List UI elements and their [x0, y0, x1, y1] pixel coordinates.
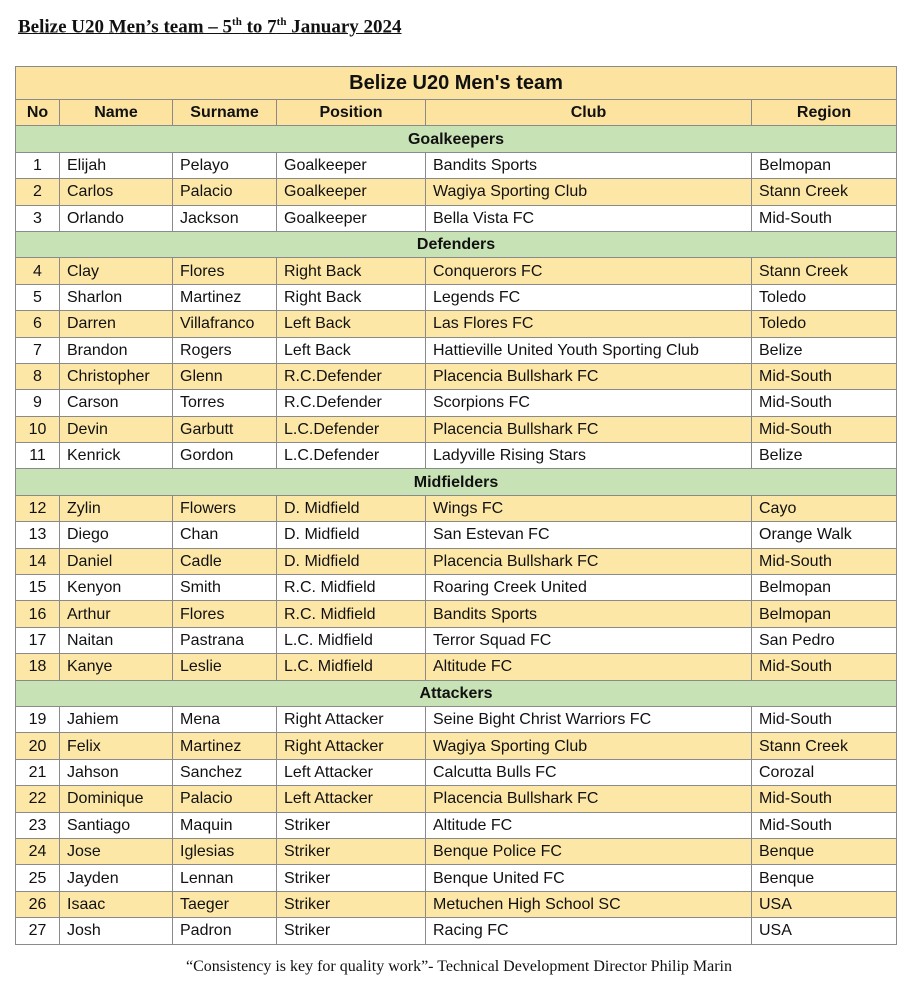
- cell-surname: Gordon: [173, 443, 277, 469]
- cell-club: Roaring Creek United: [426, 575, 752, 601]
- cell-club: Wagiya Sporting Club: [426, 733, 752, 759]
- cell-name: Naitan: [60, 627, 173, 653]
- cell-no: 4: [16, 258, 60, 284]
- player-row: [16, 522, 897, 548]
- player-row: [16, 654, 897, 680]
- cell-no: 18: [16, 654, 60, 680]
- cell-surname: Torres: [173, 390, 277, 416]
- cell-position: Left Back: [277, 337, 426, 363]
- cell-club: Metuchen High School SC: [426, 891, 752, 917]
- cell-surname: Palacio: [173, 179, 277, 205]
- cell-position: Striker: [277, 812, 426, 838]
- cell-club: Wagiya Sporting Club: [426, 179, 752, 205]
- player-row: [16, 390, 897, 416]
- cell-position: R.C. Midfield: [277, 601, 426, 627]
- cell-position: Striker: [277, 838, 426, 864]
- cell-no: 19: [16, 706, 60, 732]
- cell-position: D. Midfield: [277, 495, 426, 521]
- cell-club: Benque Police FC: [426, 838, 752, 864]
- cell-name: Santiago: [60, 812, 173, 838]
- cell-region: Corozal: [752, 759, 897, 785]
- cell-region: Mid-South: [752, 363, 897, 389]
- cell-club: Placencia Bullshark FC: [426, 363, 752, 389]
- cell-name: Jahiem: [60, 706, 173, 732]
- column-header-region: Region: [752, 100, 897, 126]
- cell-position: R.C.Defender: [277, 390, 426, 416]
- cell-region: Mid-South: [752, 654, 897, 680]
- cell-surname: Smith: [173, 575, 277, 601]
- cell-club: Wings FC: [426, 495, 752, 521]
- cell-no: 7: [16, 337, 60, 363]
- cell-club: Altitude FC: [426, 654, 752, 680]
- cell-surname: Lennan: [173, 865, 277, 891]
- cell-region: Benque: [752, 838, 897, 864]
- player-row: [16, 575, 897, 601]
- cell-region: Mid-South: [752, 205, 897, 231]
- cell-region: Belmopan: [752, 152, 897, 178]
- cell-club: Placencia Bullshark FC: [426, 416, 752, 442]
- cell-region: San Pedro: [752, 627, 897, 653]
- cell-no: 2: [16, 179, 60, 205]
- cell-position: Right Back: [277, 284, 426, 310]
- cell-name: Diego: [60, 522, 173, 548]
- cell-name: Jahson: [60, 759, 173, 785]
- cell-club: Bandits Sports: [426, 601, 752, 627]
- cell-no: 13: [16, 522, 60, 548]
- cell-club: Legends FC: [426, 284, 752, 310]
- column-header-club: Club: [426, 100, 752, 126]
- cell-name: Kenrick: [60, 443, 173, 469]
- cell-name: Zylin: [60, 495, 173, 521]
- player-row: [16, 891, 897, 917]
- cell-position: L.C. Midfield: [277, 654, 426, 680]
- cell-no: 11: [16, 443, 60, 469]
- cell-position: Striker: [277, 891, 426, 917]
- cell-club: Racing FC: [426, 918, 752, 944]
- cell-position: L.C.Defender: [277, 443, 426, 469]
- heading-text-1: Belize U20 Men’s team – 5: [18, 16, 233, 38]
- player-row: [16, 759, 897, 785]
- cell-region: Toledo: [752, 311, 897, 337]
- cell-name: Daniel: [60, 548, 173, 574]
- cell-no: 27: [16, 918, 60, 944]
- player-row: [16, 918, 897, 944]
- cell-region: USA: [752, 891, 897, 917]
- cell-surname: Garbutt: [173, 416, 277, 442]
- cell-name: Carson: [60, 390, 173, 416]
- cell-club: Bandits Sports: [426, 152, 752, 178]
- cell-club: Bella Vista FC: [426, 205, 752, 231]
- cell-surname: Flowers: [173, 495, 277, 521]
- player-row: [16, 706, 897, 732]
- cell-no: 16: [16, 601, 60, 627]
- column-header-position: Position: [277, 100, 426, 126]
- cell-position: L.C. Midfield: [277, 627, 426, 653]
- player-row: [16, 733, 897, 759]
- cell-name: Josh: [60, 918, 173, 944]
- cell-region: Stann Creek: [752, 258, 897, 284]
- cell-region: Stann Creek: [752, 179, 897, 205]
- cell-surname: Jackson: [173, 205, 277, 231]
- section-header-row: [16, 469, 897, 495]
- cell-region: Belize: [752, 443, 897, 469]
- cell-surname: Maquin: [173, 812, 277, 838]
- cell-club: Seine Bight Christ Warriors FC: [426, 706, 752, 732]
- column-header-surname: Surname: [173, 100, 277, 126]
- cell-club: Terror Squad FC: [426, 627, 752, 653]
- team-roster-table: [15, 66, 897, 945]
- cell-position: D. Midfield: [277, 522, 426, 548]
- cell-name: Jayden: [60, 865, 173, 891]
- section-label: Defenders: [16, 231, 897, 257]
- section-header-row: [16, 126, 897, 152]
- cell-region: Mid-South: [752, 548, 897, 574]
- cell-surname: Martinez: [173, 733, 277, 759]
- cell-no: 5: [16, 284, 60, 310]
- cell-region: Belmopan: [752, 601, 897, 627]
- cell-name: Sharlon: [60, 284, 173, 310]
- cell-name: Carlos: [60, 179, 173, 205]
- cell-no: 22: [16, 786, 60, 812]
- cell-club: Scorpions FC: [426, 390, 752, 416]
- player-row: [16, 601, 897, 627]
- cell-no: 12: [16, 495, 60, 521]
- player-row: [16, 812, 897, 838]
- cell-no: 9: [16, 390, 60, 416]
- cell-region: USA: [752, 918, 897, 944]
- column-header-row: [16, 100, 897, 126]
- cell-position: Right Attacker: [277, 706, 426, 732]
- document-heading: [18, 16, 402, 38]
- cell-surname: Villafranco: [173, 311, 277, 337]
- cell-no: 21: [16, 759, 60, 785]
- cell-position: Right Back: [277, 258, 426, 284]
- cell-club: San Estevan FC: [426, 522, 752, 548]
- heading-sup-1: th: [232, 16, 242, 28]
- cell-no: 1: [16, 152, 60, 178]
- cell-position: Goalkeeper: [277, 205, 426, 231]
- cell-no: 20: [16, 733, 60, 759]
- cell-region: Mid-South: [752, 390, 897, 416]
- player-row: [16, 627, 897, 653]
- cell-surname: Chan: [173, 522, 277, 548]
- cell-surname: Cadle: [173, 548, 277, 574]
- player-row: [16, 152, 897, 178]
- cell-club: Conquerors FC: [426, 258, 752, 284]
- player-row: [16, 416, 897, 442]
- cell-surname: Padron: [173, 918, 277, 944]
- cell-club: Placencia Bullshark FC: [426, 548, 752, 574]
- cell-position: Goalkeeper: [277, 152, 426, 178]
- cell-club: Altitude FC: [426, 812, 752, 838]
- cell-no: 6: [16, 311, 60, 337]
- cell-position: R.C. Midfield: [277, 575, 426, 601]
- column-header-name: Name: [60, 100, 173, 126]
- cell-no: 24: [16, 838, 60, 864]
- cell-region: Mid-South: [752, 416, 897, 442]
- cell-position: D. Midfield: [277, 548, 426, 574]
- cell-position: Goalkeeper: [277, 179, 426, 205]
- cell-surname: Leslie: [173, 654, 277, 680]
- cell-surname: Flores: [173, 258, 277, 284]
- cell-surname: Palacio: [173, 786, 277, 812]
- director-quote: “Consistency is key for quality work”- Technical Development Director Philip Marin: [186, 958, 732, 975]
- cell-surname: Mena: [173, 706, 277, 732]
- player-row: [16, 258, 897, 284]
- cell-position: Left Attacker: [277, 786, 426, 812]
- table-title-row: [16, 67, 897, 100]
- cell-no: 8: [16, 363, 60, 389]
- cell-name: Christopher: [60, 363, 173, 389]
- cell-name: Arthur: [60, 601, 173, 627]
- cell-surname: Iglesias: [173, 838, 277, 864]
- cell-name: Felix: [60, 733, 173, 759]
- cell-region: Stann Creek: [752, 733, 897, 759]
- player-row: [16, 337, 897, 363]
- cell-position: Left Back: [277, 311, 426, 337]
- cell-surname: Flores: [173, 601, 277, 627]
- cell-club: Ladyville Rising Stars: [426, 443, 752, 469]
- cell-name: Dominique: [60, 786, 173, 812]
- cell-club: Placencia Bullshark FC: [426, 786, 752, 812]
- cell-no: 17: [16, 627, 60, 653]
- cell-region: Mid-South: [752, 786, 897, 812]
- player-row: [16, 495, 897, 521]
- cell-surname: Rogers: [173, 337, 277, 363]
- section-label: Midfielders: [16, 469, 897, 495]
- heading-sup-2: th: [276, 16, 287, 28]
- cell-name: Clay: [60, 258, 173, 284]
- cell-surname: Taeger: [173, 891, 277, 917]
- table-title: Belize U20 Men's team: [16, 67, 897, 100]
- heading-text-3: January 2024: [286, 16, 402, 38]
- player-row: [16, 865, 897, 891]
- cell-surname: Glenn: [173, 363, 277, 389]
- column-header-no: No: [16, 100, 60, 126]
- section-header-row: [16, 680, 897, 706]
- heading-text-2: to 7: [241, 16, 277, 38]
- cell-name: Kanye: [60, 654, 173, 680]
- cell-surname: Pastrana: [173, 627, 277, 653]
- player-row: [16, 284, 897, 310]
- cell-region: Belize: [752, 337, 897, 363]
- cell-club: Las Flores FC: [426, 311, 752, 337]
- cell-name: Brandon: [60, 337, 173, 363]
- cell-no: 26: [16, 891, 60, 917]
- cell-no: 14: [16, 548, 60, 574]
- cell-position: L.C.Defender: [277, 416, 426, 442]
- player-row: [16, 205, 897, 231]
- cell-name: Devin: [60, 416, 173, 442]
- cell-region: Belmopan: [752, 575, 897, 601]
- cell-region: Mid-South: [752, 812, 897, 838]
- cell-position: Left Attacker: [277, 759, 426, 785]
- cell-no: 15: [16, 575, 60, 601]
- cell-club: Calcutta Bulls FC: [426, 759, 752, 785]
- cell-club: Benque United FC: [426, 865, 752, 891]
- cell-name: Isaac: [60, 891, 173, 917]
- player-row: [16, 311, 897, 337]
- cell-position: R.C.Defender: [277, 363, 426, 389]
- section-label: Goalkeepers: [16, 126, 897, 152]
- cell-surname: Sanchez: [173, 759, 277, 785]
- player-row: [16, 363, 897, 389]
- player-row: [16, 838, 897, 864]
- cell-name: Elijah: [60, 152, 173, 178]
- cell-surname: Martinez: [173, 284, 277, 310]
- cell-no: 3: [16, 205, 60, 231]
- player-row: [16, 548, 897, 574]
- cell-club: Hattieville United Youth Sporting Club: [426, 337, 752, 363]
- cell-name: Jose: [60, 838, 173, 864]
- section-label: Attackers: [16, 680, 897, 706]
- cell-position: Right Attacker: [277, 733, 426, 759]
- cell-region: Benque: [752, 865, 897, 891]
- cell-region: Toledo: [752, 284, 897, 310]
- cell-no: 25: [16, 865, 60, 891]
- cell-region: Mid-South: [752, 706, 897, 732]
- cell-position: Striker: [277, 865, 426, 891]
- cell-no: 23: [16, 812, 60, 838]
- player-row: [16, 786, 897, 812]
- cell-surname: Pelayo: [173, 152, 277, 178]
- section-header-row: [16, 231, 897, 257]
- cell-region: Cayo: [752, 495, 897, 521]
- cell-name: Kenyon: [60, 575, 173, 601]
- player-row: [16, 179, 897, 205]
- cell-region: Orange Walk: [752, 522, 897, 548]
- cell-no: 10: [16, 416, 60, 442]
- player-row: [16, 443, 897, 469]
- cell-position: Striker: [277, 918, 426, 944]
- cell-name: Darren: [60, 311, 173, 337]
- cell-name: Orlando: [60, 205, 173, 231]
